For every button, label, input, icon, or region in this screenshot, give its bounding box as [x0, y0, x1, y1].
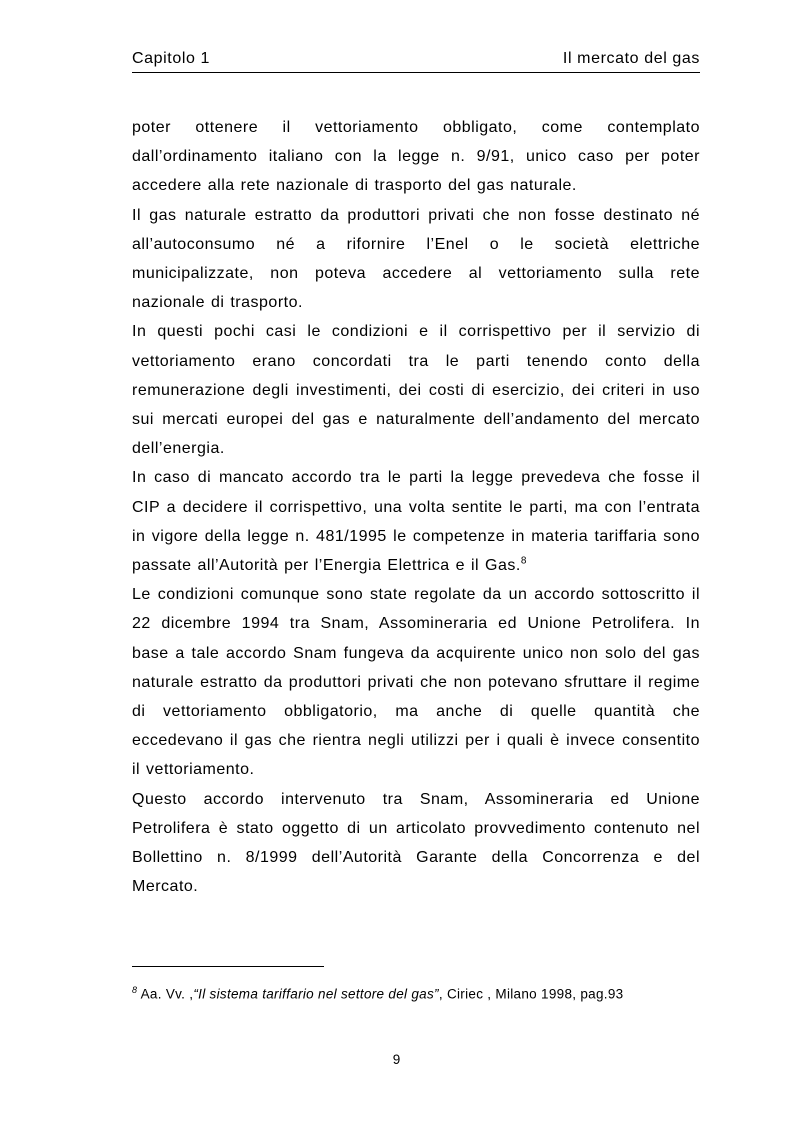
- footnote: [132, 985, 700, 1002]
- body-text: [132, 113, 700, 901]
- chapter-label: Capitolo 1: [132, 50, 211, 67]
- section-title: Il mercato del gas: [562, 50, 700, 67]
- footnote-author: Aa. Vv. ,: [137, 986, 194, 1002]
- footnote-title: “Il sistema tariffario nel settore del gas”: [193, 986, 439, 1002]
- footnote-separator: [132, 966, 324, 967]
- footnote-number: 8: [132, 985, 138, 995]
- footnote-source: , Ciriec , Milano 1998, pag.93: [438, 986, 624, 1002]
- paragraph: Il gas naturale estratto da produttori privati che non fosse destinato né all’autoconsumo né a rifornire l’Enel o le società elettriche municipalizzate, non poteva accedere al vettoriamento sulla rete nazionale di trasporto.: [132, 206, 700, 312]
- paragraph: poter ottenere il vettoriamento obbligato, come contemplato dall’ordinamento italiano con la legge n. 9/91, unico caso per poter accedere alla rete nazionale di trasporto del gas naturale.: [132, 119, 700, 195]
- paragraph: In questi pochi casi le condizioni e il corrispettivo per il servizio di vettoriamento erano concordati tra le parti tenendo conto della remunerazione degli investimenti, dei costi di esercizio, dei criteri in uso sui mercati europei del gas e naturalmente dell’andamento del mercato dell’energia.: [132, 323, 700, 458]
- page-number: 9: [392, 1052, 401, 1067]
- footnote-reference[interactable]: 8: [520, 555, 527, 567]
- paragraph-text: In caso di mancato accordo tra le parti la legge prevedeva che fosse il CIP a decidere il corrispettivo, una volta sentite le parti, ma con l’entrata in vigore della legge n. 481/1995 le competenze in materia tariffaria sono passate all’Autorità per l’Energia Elettrica e il Gas.: [132, 469, 700, 575]
- paragraph: [132, 463, 700, 580]
- paragraph: Questo accordo intervenuto tra Snam, Assomineraria ed Unione Petrolifera è stato oggetto di un articolato provvedimento contenuto nel Bollettino n. 8/1999 dell’Autorità Garante della Concorrenza e del Mercato.: [132, 790, 700, 896]
- page-header: [132, 48, 700, 73]
- paragraph: Le condizioni comunque sono state regolate da un accordo sottoscritto il 22 dicembre 1994 tra Snam, Assomineraria ed Unione Petrolifera. In base a tale accordo Snam fungeva da acquirente unico non solo del gas naturale estratto da produttori privati che non potevano sfruttare il regime di vettoriamento obbligatorio, ma anche di quelle quantità che eccedevano il gas che rientra negli utilizzi per i quali è invece consentito il vettoriamento.: [132, 586, 700, 779]
